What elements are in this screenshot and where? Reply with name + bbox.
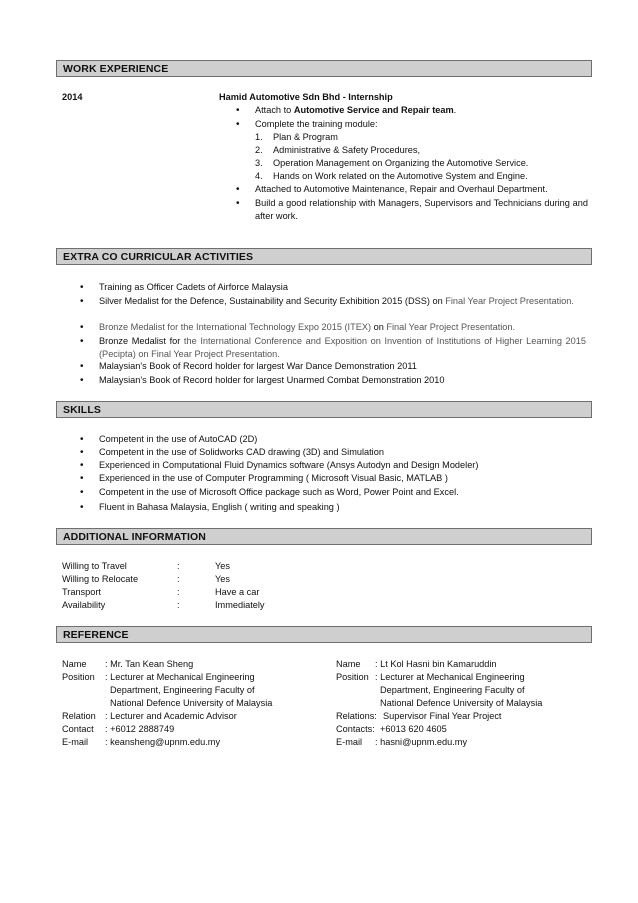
- extra-item-5: • Malaysian's Book of Record holder for largest War Dance Demonstration 2011: [99, 361, 417, 371]
- skill-item-5: • Competent in the use of Microsoft Office package such as Word, Power Point and Excel.: [99, 487, 459, 497]
- additional-info-title: ADDITIONAL INFORMATION: [63, 531, 206, 543]
- info-label-travel: Willing to Travel: [62, 561, 127, 571]
- info-value-relocate: Yes: [215, 574, 230, 584]
- extra-item-6: • Malaysian's Book of Record holder for largest Unarmed Combat Demonstration 2010: [99, 375, 444, 385]
- extra-item-3: • Bronze Medalist for the International Technology Expo 2015 (ITEX) on Final Year Project Presentation.: [99, 322, 515, 332]
- extra-item-2: • Silver Medalist for the Defence, Sustainability and Security Exhibition 2015 (DSS) on Final Year Project Presentation.: [99, 295, 586, 308]
- ref2-email: : hasni@upnm.edu.my: [375, 737, 468, 747]
- module-item-3: 3. Operation Management on Organizing the Automotive Service.: [255, 158, 529, 168]
- reference-heading: [56, 626, 592, 643]
- ref1-name-label: Name: [62, 659, 87, 669]
- work-bullet-2: • Complete the training module:: [255, 119, 378, 129]
- info-sep-transport: :: [177, 587, 180, 597]
- module-item-1: 1. Plan & Program: [255, 132, 338, 142]
- skills-title: SKILLS: [63, 404, 101, 416]
- work-bullet-3: • Attached to Automotive Maintenance, Repair and Overhaul Department.: [255, 184, 548, 194]
- ref1-contact-label: Contact: [62, 724, 94, 734]
- ref2-name: : Lt Kol Hasni bin Kamaruddin: [375, 659, 497, 669]
- skill-item-2: • Competent in the use of Solidworks CAD drawing (3D) and Simulation: [99, 447, 384, 457]
- ref1-relation-label: Relation: [62, 711, 96, 721]
- ref1-position-1: : Lecturer at Mechanical Engineering: [105, 672, 255, 682]
- ref2-position-label: Position: [336, 672, 369, 682]
- info-label-availability: Availability: [62, 600, 106, 610]
- additional-info-heading: [56, 528, 592, 545]
- work-company: Hamid Automotive Sdn Bhd - Internship: [219, 92, 393, 102]
- work-experience-title: WORK EXPERIENCE: [63, 63, 169, 75]
- info-value-transport: Have a car: [215, 587, 260, 597]
- work-year: 2014: [62, 92, 83, 102]
- skill-item-3: • Experienced in Computational Fluid Dynamics software (Ansys Autodyn and Design Modeler): [99, 460, 478, 470]
- info-label-transport: Transport: [62, 587, 101, 597]
- work-bullet-1-post: .: [453, 105, 457, 115]
- skill-item-6: • Fluent in Bahasa Malaysia, English ( writing and speaking ): [99, 502, 340, 512]
- extra-item-1: • Training as Officer Cadets of Airforce Malaysia: [99, 282, 288, 292]
- ref2-contact-label: Contacts:: [336, 724, 375, 734]
- info-value-travel: Yes: [215, 561, 230, 571]
- ref2-position-2: Department, Engineering Faculty of: [380, 685, 525, 695]
- module-item-4: 4. Hands on Work related on the Automotive System and Engine.: [255, 171, 528, 181]
- ref2-position-1: : Lecturer at Mechanical Engineering: [375, 672, 525, 682]
- work-experience-heading: [56, 60, 592, 77]
- ref2-email-label: E-mail: [336, 737, 363, 747]
- skill-item-1: • Competent in the use of AutoCAD (2D): [99, 434, 257, 444]
- ref2-position-3: National Defence University of Malaysia: [380, 698, 543, 708]
- extra-curricular-title: EXTRA CO CURRICULAR ACTIVITIES: [63, 251, 254, 263]
- ref1-email-label: E-mail: [62, 737, 89, 747]
- work-bullet-4: • Build a good relationship with Managers, Supervisors and Technicians during and after work.: [255, 197, 588, 223]
- info-sep-relocate: :: [177, 574, 180, 584]
- work-bullet-1-pre: Attach to: [255, 105, 294, 115]
- info-sep-travel: :: [177, 561, 180, 571]
- info-label-relocate: Willing to Relocate: [62, 574, 139, 584]
- ref1-email: : keansheng@upnm.edu.my: [105, 737, 221, 747]
- extra-curricular-heading: [56, 248, 592, 265]
- ref1-relation: : Lecturer and Academic Advisor: [105, 711, 237, 721]
- work-bullet-1: [255, 105, 456, 115]
- info-value-availability: Immediately: [215, 600, 265, 610]
- work-bullet-1-bold: Automotive Service and Repair team: [293, 105, 454, 115]
- extra-item-4: • Bronze Medalist for the International Conference and Exposition on Invention of Institutions of Higher Learning 2015 (Pecipta) on Final Year Project Presentation.: [99, 335, 586, 361]
- module-item-2: 2. Administrative & Safety Procedures,: [255, 145, 421, 155]
- skill-item-4: • Experienced in the use of Computer Programming ( Microsoft Visual Basic, MATLAB ): [99, 473, 448, 483]
- ref1-name: : Mr. Tan Kean Sheng: [105, 659, 194, 669]
- skills-heading: [56, 401, 592, 418]
- ref1-position-label: Position: [62, 672, 95, 682]
- ref1-position-2: Department, Engineering Faculty of: [110, 685, 255, 695]
- info-sep-availability: :: [177, 600, 180, 610]
- ref2-relation-label: Relations:: [336, 711, 377, 721]
- ref2-name-label: Name: [336, 659, 361, 669]
- reference-title: REFERENCE: [63, 629, 129, 641]
- ref2-relation: Supervisor Final Year Project: [383, 711, 502, 721]
- ref1-position-3: National Defence University of Malaysia: [110, 698, 273, 708]
- ref1-contact: : +6012 2888749: [105, 724, 175, 734]
- ref2-contact: +6013 620 4605: [380, 724, 447, 734]
